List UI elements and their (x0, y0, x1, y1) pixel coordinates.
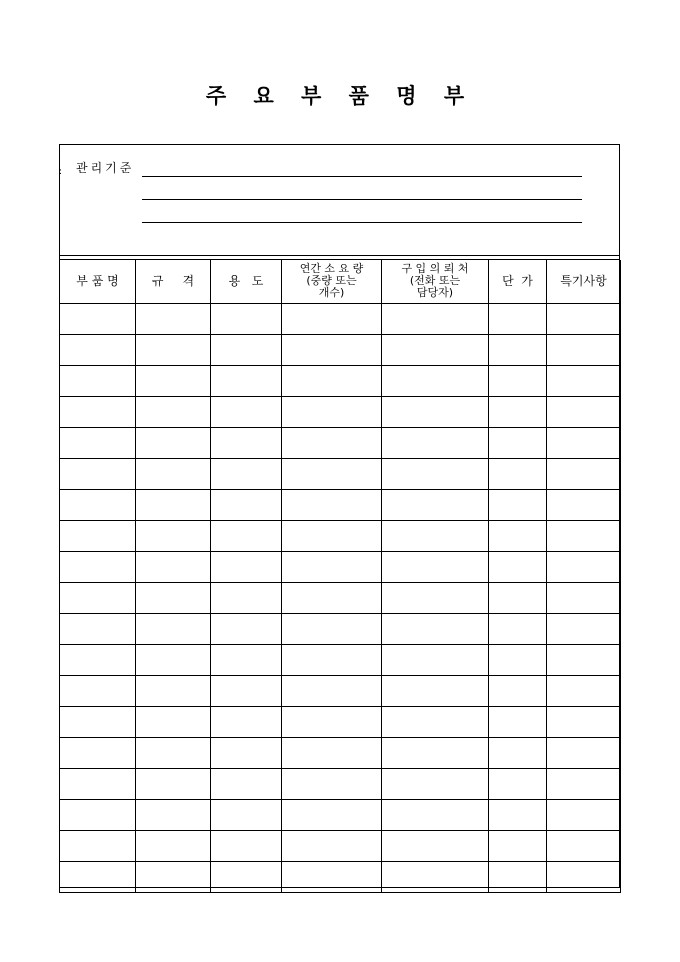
table-cell[interactable] (136, 769, 211, 800)
table-cell[interactable] (282, 397, 382, 428)
table-cell[interactable] (489, 521, 547, 552)
table-cell[interactable] (60, 366, 136, 397)
table-cell[interactable] (136, 397, 211, 428)
table-row (60, 614, 621, 645)
table-cell[interactable] (547, 366, 621, 397)
table-cell[interactable] (489, 366, 547, 397)
table-cell[interactable] (136, 738, 211, 769)
table-cell[interactable] (382, 366, 489, 397)
table-cell[interactable] (382, 397, 489, 428)
table-cell[interactable] (211, 707, 282, 738)
table-cell[interactable] (60, 707, 136, 738)
table-cell[interactable] (211, 831, 282, 862)
table-cell[interactable] (60, 769, 136, 800)
table-cell[interactable] (382, 335, 489, 366)
table-cell[interactable] (382, 800, 489, 831)
table-cell[interactable] (60, 490, 136, 521)
table-cell[interactable] (547, 707, 621, 738)
table-cell[interactable] (136, 521, 211, 552)
table-cell[interactable] (60, 862, 136, 893)
table-cell[interactable] (60, 459, 136, 490)
criteria-input-line-2[interactable] (142, 199, 582, 200)
table-cell[interactable] (136, 676, 211, 707)
table-cell[interactable] (60, 304, 136, 335)
table-cell[interactable] (547, 304, 621, 335)
table-cell[interactable] (382, 521, 489, 552)
table-cell[interactable] (282, 490, 382, 521)
header-annual-requirement: 연간 소 요 량 (중량 또는 개수) (282, 260, 382, 304)
table-cell[interactable] (60, 831, 136, 862)
table-cell[interactable] (382, 862, 489, 893)
table-cell[interactable] (489, 614, 547, 645)
table-cell[interactable] (489, 397, 547, 428)
table-row (60, 645, 621, 676)
table-cell[interactable] (489, 800, 547, 831)
table-cell[interactable] (282, 831, 382, 862)
table-cell[interactable] (60, 583, 136, 614)
table-cell[interactable] (547, 335, 621, 366)
table-cell[interactable] (211, 397, 282, 428)
table-cell[interactable] (136, 304, 211, 335)
table-row (60, 304, 621, 335)
table-cell[interactable] (547, 397, 621, 428)
parts-table (59, 260, 621, 893)
table-cell[interactable] (211, 645, 282, 676)
table-cell[interactable] (60, 614, 136, 645)
criteria-input-line-3[interactable] (142, 222, 582, 223)
table-cell[interactable] (489, 490, 547, 521)
table-cell[interactable] (136, 552, 211, 583)
table-cell[interactable] (382, 676, 489, 707)
header-unit-price: 단 가 (489, 260, 547, 304)
table-cell[interactable] (282, 769, 382, 800)
table-cell[interactable] (136, 366, 211, 397)
table-cell[interactable] (547, 831, 621, 862)
table-cell[interactable] (282, 304, 382, 335)
header-usage: 용 도 (211, 260, 282, 304)
table-cell[interactable] (382, 614, 489, 645)
table-cell[interactable] (547, 521, 621, 552)
table-cell[interactable] (547, 645, 621, 676)
table-cell[interactable] (547, 428, 621, 459)
table-row (60, 831, 621, 862)
table-cell[interactable] (282, 366, 382, 397)
table-row (60, 800, 621, 831)
table-cell[interactable] (282, 583, 382, 614)
table-body (60, 304, 621, 893)
table-cell[interactable] (282, 707, 382, 738)
table-cell[interactable] (136, 831, 211, 862)
table-cell[interactable] (60, 335, 136, 366)
header-supplier: 구 입 의 뢰 처 (전화 또는 담당자) (382, 260, 489, 304)
table-cell[interactable] (136, 583, 211, 614)
table-row (60, 428, 621, 459)
table-cell[interactable] (282, 459, 382, 490)
table-cell[interactable] (489, 676, 547, 707)
table-cell[interactable] (547, 459, 621, 490)
table-cell[interactable] (60, 676, 136, 707)
table-cell[interactable] (211, 583, 282, 614)
table-cell[interactable] (489, 304, 547, 335)
table-cell[interactable] (211, 459, 282, 490)
table-cell[interactable] (136, 335, 211, 366)
table-cell[interactable] (547, 583, 621, 614)
table-cell[interactable] (60, 428, 136, 459)
table-cell[interactable] (60, 552, 136, 583)
table-cell[interactable] (489, 459, 547, 490)
table-cell[interactable] (211, 366, 282, 397)
table-cell[interactable] (60, 645, 136, 676)
table-row (60, 583, 621, 614)
criteria-label: 관리기준 (76, 161, 135, 175)
table-cell[interactable] (282, 800, 382, 831)
table-cell[interactable] (282, 428, 382, 459)
table-cell[interactable] (282, 521, 382, 552)
table-cell[interactable] (136, 428, 211, 459)
table-cell[interactable] (282, 676, 382, 707)
table-row (60, 676, 621, 707)
table-cell[interactable] (382, 707, 489, 738)
management-criteria-section (60, 145, 619, 256)
table-cell[interactable] (60, 521, 136, 552)
table-cell[interactable] (382, 645, 489, 676)
table-row (60, 862, 621, 893)
table-cell[interactable] (489, 831, 547, 862)
table-cell[interactable] (136, 862, 211, 893)
table-cell[interactable] (211, 335, 282, 366)
table-row (60, 738, 621, 769)
table-cell[interactable] (211, 614, 282, 645)
table-cell[interactable] (489, 862, 547, 893)
table-cell[interactable] (547, 800, 621, 831)
table-cell[interactable] (382, 304, 489, 335)
table-cell[interactable] (211, 769, 282, 800)
table-row (60, 366, 621, 397)
table-cell[interactable] (382, 428, 489, 459)
table-cell[interactable] (489, 707, 547, 738)
table-row (60, 490, 621, 521)
table-cell[interactable] (282, 645, 382, 676)
table-cell[interactable] (60, 397, 136, 428)
header-remarks: 특기사항 (547, 260, 621, 304)
table-cell[interactable] (211, 552, 282, 583)
table-cell[interactable] (60, 800, 136, 831)
table-cell[interactable] (382, 490, 489, 521)
criteria-colon: : (59, 167, 63, 177)
table-cell[interactable] (489, 645, 547, 676)
table-cell[interactable] (282, 552, 382, 583)
table-cell[interactable] (211, 676, 282, 707)
table-cell[interactable] (282, 335, 382, 366)
table-cell[interactable] (136, 490, 211, 521)
table-cell[interactable] (211, 800, 282, 831)
table-cell[interactable] (282, 614, 382, 645)
table-cell[interactable] (489, 738, 547, 769)
table-row (60, 552, 621, 583)
table-cell[interactable] (547, 614, 621, 645)
table-cell[interactable] (211, 738, 282, 769)
criteria-input-line-1[interactable] (142, 176, 582, 177)
parts-register-form (59, 144, 620, 888)
table-cell[interactable] (136, 707, 211, 738)
table-row (60, 769, 621, 800)
table-header-row (60, 260, 621, 304)
table-cell[interactable] (547, 676, 621, 707)
table-cell[interactable] (547, 769, 621, 800)
table-cell[interactable] (547, 552, 621, 583)
double-rule-upper (60, 255, 619, 256)
table-cell[interactable] (211, 862, 282, 893)
table-cell[interactable] (382, 583, 489, 614)
table-cell[interactable] (547, 738, 621, 769)
table-cell[interactable] (489, 552, 547, 583)
table-cell[interactable] (60, 738, 136, 769)
table-cell[interactable] (136, 614, 211, 645)
document-title: 주 요 부 품 명 부 (205, 83, 475, 108)
table-cell[interactable] (382, 459, 489, 490)
table-cell[interactable] (547, 862, 621, 893)
table-cell[interactable] (489, 769, 547, 800)
table-cell[interactable] (211, 521, 282, 552)
table-cell[interactable] (211, 428, 282, 459)
table-cell[interactable] (282, 862, 382, 893)
table-cell[interactable] (382, 738, 489, 769)
table-cell[interactable] (382, 769, 489, 800)
table-cell[interactable] (489, 335, 547, 366)
table-cell[interactable] (489, 428, 547, 459)
table-cell[interactable] (382, 552, 489, 583)
table-row (60, 335, 621, 366)
table-row (60, 521, 621, 552)
table-cell[interactable] (211, 490, 282, 521)
table-cell[interactable] (282, 738, 382, 769)
table-cell[interactable] (211, 304, 282, 335)
header-part-name: 부 품 명 (60, 260, 136, 304)
table-row (60, 397, 621, 428)
header-spec: 규 격 (136, 260, 211, 304)
table-cell[interactable] (382, 831, 489, 862)
table-cell[interactable] (136, 459, 211, 490)
table-row (60, 707, 621, 738)
table-cell[interactable] (489, 583, 547, 614)
table-row (60, 459, 621, 490)
table-cell[interactable] (547, 490, 621, 521)
table-cell[interactable] (136, 645, 211, 676)
table-cell[interactable] (136, 800, 211, 831)
